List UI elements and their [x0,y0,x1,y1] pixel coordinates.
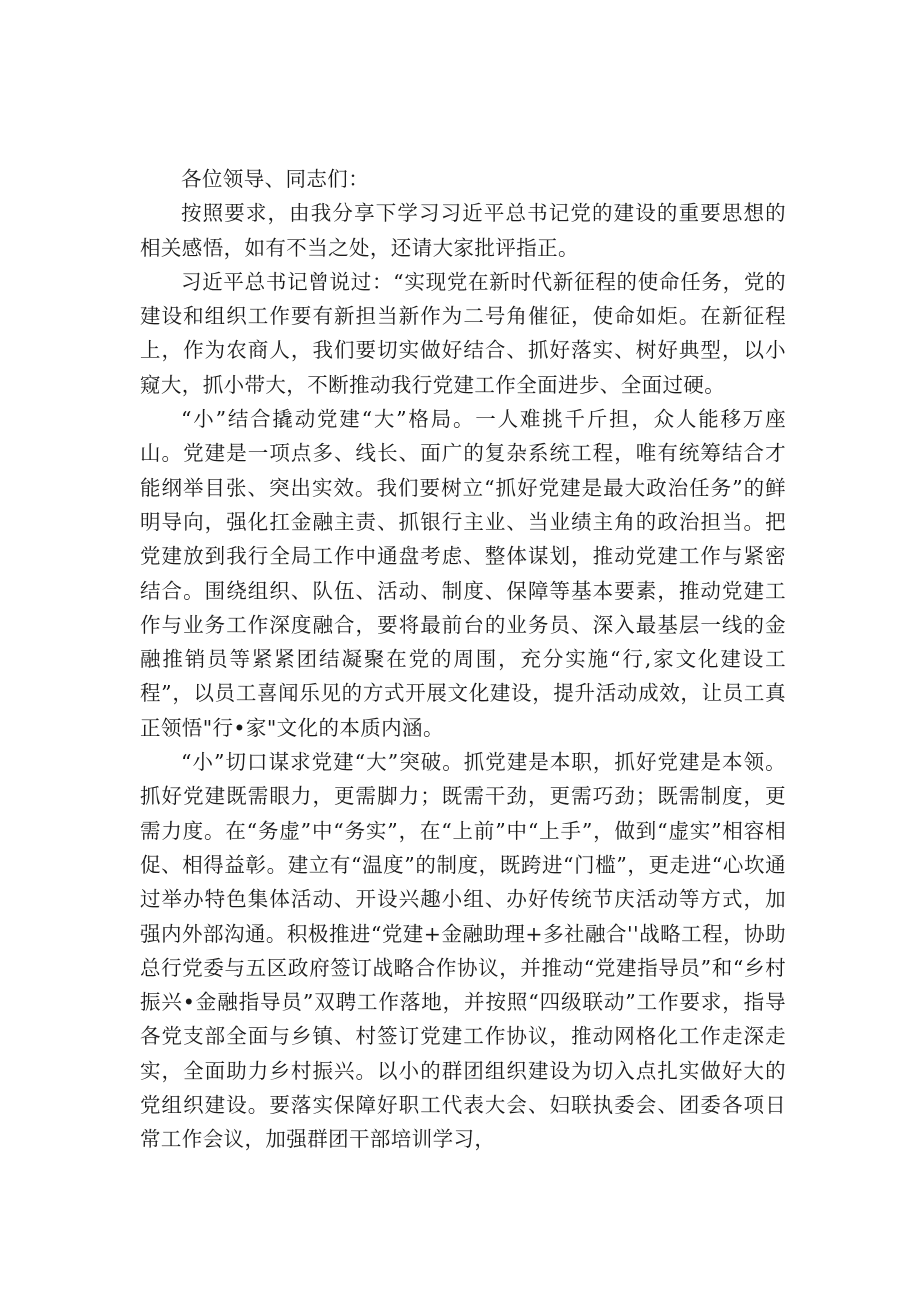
paragraph-quote: 习近平总书记曾说过：“实现党在新时代新征程的使命任务，党的建设和组织工作要有新担当新作为二号角催征，使命如炬。在新征程上，作为农商人，我们要切实做好结合、抓好落实、树好典型，以小窥大，抓小带大，不断推动我行党建工作全面进步、全面过硬。 [140,269,786,397]
salutation: 各位领导、同志们： [181,167,370,191]
paragraph-breakthrough: “小”切口谋求党建“大”突破。抓党建是本职，抓好党建是本领。抓好党建既需眼力，更需脚力；既需干劲，更需巧劲；既需制度，更需力度。在“务虚”中“务实”，在“上前”中“上手”，做到“虚实”相容相促、相得益彰。建立有“温度”的制度，既跨进“门槛”，更走进“心坎通过举办特色集体活动、开设兴趣小组、办好传统节庆活动等方式，加强内外部沟通。积极推进“党建+金融助理+多社融合''战略工程，协助总行党委与五区政府签订战略合作协议，并推动“党建指导员”和“乡村振兴•金融指导员”双聘工作落地，并按照“四级联动”工作要求，指导各党支部全面与乡镇、村签订党建工作协议，推动网格化工作走深走实，全面助力乡村振兴。以小的群团组织建设为切入点扎实做好大的党组织建设。要落实保障好职工代表大会、妇联执委会、团委各项日常工作会议，加强群团干部培训学习， [140,750,786,1152]
paragraph-combination: “小”结合撬动党建“大”格局。一人难挑千斤担，众人能移万座山。党建是一项点多、线长、面广的复杂系统工程，唯有统筹结合才能纲举目张、突出实效。我们要树立“抓好党建是最大政治任务”的鲜明导向，强化扛金融主责、抓银行主业、当业绩主角的政治担当。把党建放到我行全局工作中通盘考虑、整体谋划，推动党建工作与紧密结合。围绕组织、队伍、活动、制度、保障等基本要素，推动党建工作与业务工作深度融合，要将最前台的业务员、深入最基层一线的金融推销员等紧紧团结凝聚在党的周围，充分实施“行,家文化建设工程”，以员工喜闻乐见的方式开展文化建设，提升活动成效，让员工真正领悟"行•家"文化的本质内涵。 [140,407,786,740]
paragraph-intro: 按照要求，由我分享下学习习近平总书记党的建设的重要思想的相关感悟，如有不当之处，还请大家批评指正。 [140,201,786,260]
document-body [140,162,786,1157]
